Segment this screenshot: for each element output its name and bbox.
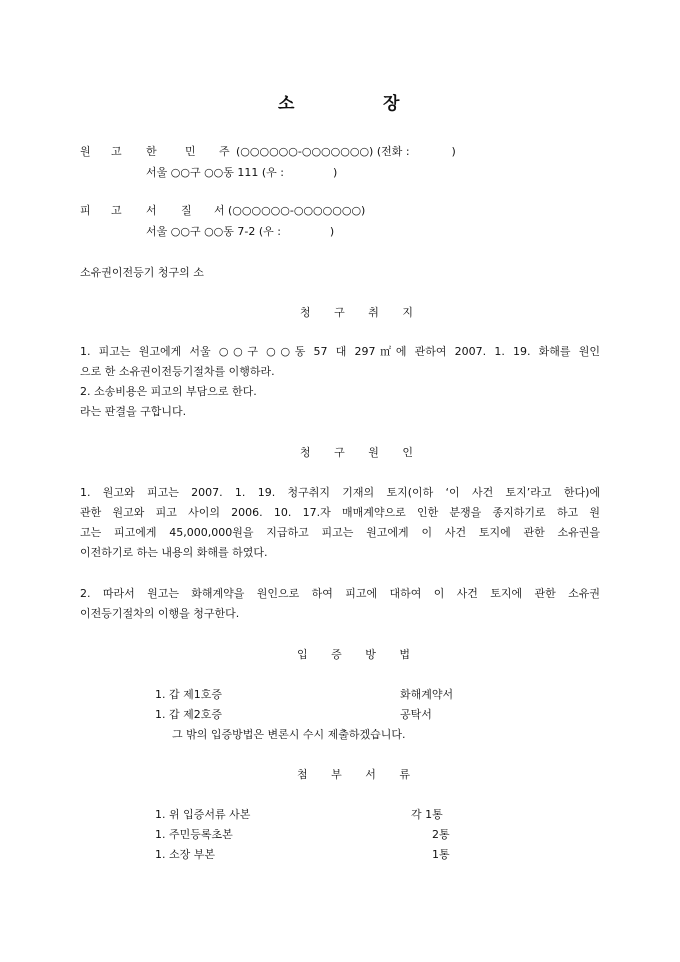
case-name: 소유권이전등기 청구의 소 — [80, 266, 204, 279]
defendant-id-line: (○○○○○○-○○○○○○○) — [228, 204, 366, 217]
defendant-role-1: 피 — [80, 204, 91, 217]
plaintiff-address: 서울 ○○구 ○○동 111 (우 : ) — [146, 166, 338, 179]
defendant-name-3: 서 — [214, 204, 225, 217]
attachment-item-value: 각 1통 — [411, 808, 443, 821]
defendant-name-1: 서 — [146, 204, 157, 217]
claim-cause-heading: 청 구 원 인 — [300, 446, 423, 459]
plaintiff-id-line: (○○○○○○-○○○○○○○) (전화 : ) — [236, 145, 456, 158]
claim-cause-line: 2. 따라서 원고는 화해계약을 원인으로 하여 피고에 대하여 이 사건 토지에 관한 소유권 — [80, 587, 600, 600]
plaintiff-name-2: 민 — [185, 145, 196, 158]
attachment-item-label: 1. 위 입증서류 사본 — [155, 808, 251, 821]
claim-cause-line: 이전등기절차의 이행을 청구한다. — [80, 607, 240, 620]
claim-purpose-line: 라는 판결을 구합니다. — [80, 405, 187, 418]
title-char-2: 장 — [383, 94, 400, 114]
defendant-address: 서울 ○○구 ○○동 7-2 (우 : ) — [146, 225, 335, 238]
defendant-name-2: 질 — [181, 204, 192, 217]
attachment-item-label: 1. 소장 부본 — [155, 848, 215, 861]
claim-cause-line: 이전하기로 하는 내용의 화해를 하였다. — [80, 546, 268, 559]
claim-cause-line: 관한 원고와 피고 사이의 2006. 10. 17.자 매매계약으로 인한 분쟁을 종지하기로 하고 원 — [80, 506, 600, 519]
claim-purpose-line: 2. 소송비용은 피고의 부담으로 한다. — [80, 385, 257, 398]
evidence-item-value: 화해계약서 — [400, 688, 454, 701]
attachments-heading: 첨 부 서 류 — [297, 768, 420, 781]
attachment-item-value: 2통 — [432, 828, 450, 841]
plaintiff-name-1: 한 — [146, 145, 157, 158]
evidence-note: 그 밖의 입증방법은 변론시 수시 제출하겠습니다. — [172, 728, 406, 741]
claim-cause-line: 1. 원고와 피고는 2007. 1. 19. 청구취지 기재의 토지(이하 ‘이 사건 토지’라고 한다)에 — [80, 486, 600, 499]
claim-purpose-heading: 청 구 취 지 — [300, 306, 423, 319]
claim-purpose-line: 으로 한 소유권이전등기절차를 이행하라. — [80, 365, 275, 378]
claim-cause-line: 고는 피고에게 45,000,000원을 지급하고 피고는 원고에게 이 사건 토지에 관한 소유권을 — [80, 526, 600, 539]
evidence-item-value: 공탁서 — [400, 708, 432, 721]
attachment-item-label: 1. 주민등록초본 — [155, 828, 233, 841]
defendant-role-2: 고 — [111, 204, 122, 217]
evidence-item-label: 1. 갑 제2호증 — [155, 708, 222, 721]
evidence-heading: 입 증 방 법 — [297, 648, 420, 661]
evidence-item-label: 1. 갑 제1호증 — [155, 688, 222, 701]
attachment-item-value: 1통 — [432, 848, 450, 861]
plaintiff-role-2: 고 — [111, 145, 122, 158]
plaintiff-role-1: 원 — [80, 145, 91, 158]
title-char-1: 소 — [278, 94, 295, 114]
plaintiff-name-3: 주 — [219, 145, 230, 158]
claim-purpose-line: 1. 피고는 원고에게 서울 ○○구 ○○동 57 대 297㎡에 관하여 2007. 1. 19. 화해를 원인 — [80, 345, 600, 358]
